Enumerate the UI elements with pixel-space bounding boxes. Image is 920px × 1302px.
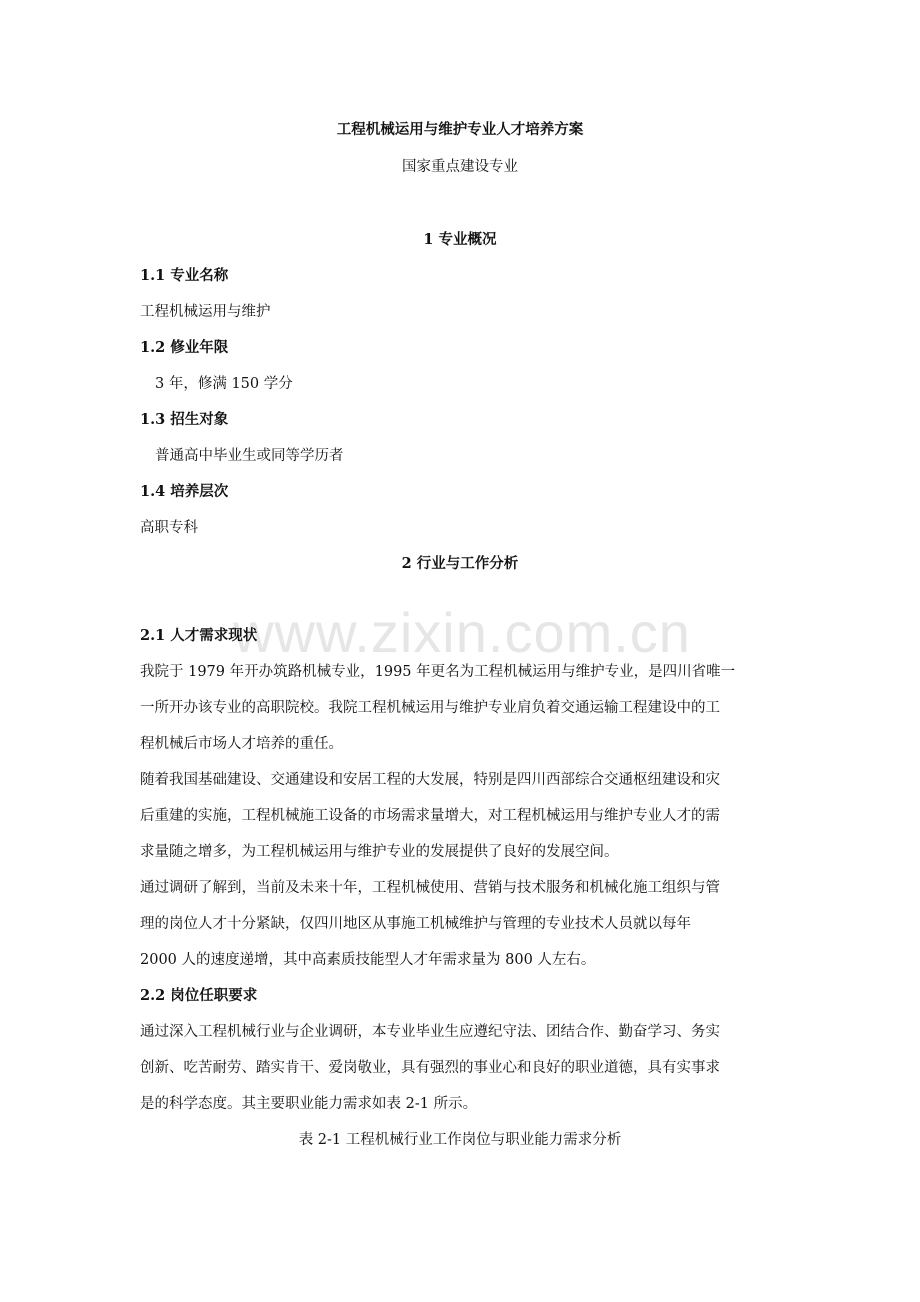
section-1-heading: 1 专业概况 bbox=[423, 231, 497, 248]
paragraph-line: 是的科学态度。其主要职业能力需求如表 2-1 所示。 bbox=[140, 1096, 478, 1112]
paragraph-line: 理的岗位人才十分紧缺，仅四川地区从事施工机械维护与管理的专业技术人员就以每年 bbox=[140, 916, 691, 932]
table-caption: 表 2-1 工程机械行业工作岗位与职业能力需求分析 bbox=[298, 1132, 622, 1148]
document-title: 工程机械运用与维护专业人才培养方案 bbox=[336, 121, 584, 138]
subsection-1-2-heading: 1.2 修业年限 bbox=[140, 339, 229, 356]
watermark: www.zixin.com.cn bbox=[233, 601, 691, 664]
subsection-1-3-heading: 1.3 招生对象 bbox=[140, 411, 229, 428]
subsection-1-4-text: 高职专科 bbox=[140, 520, 198, 536]
subsection-1-2-text: 3 年，修满 150 学分 bbox=[155, 376, 293, 392]
paragraph-line: 2000 人的速度递增，其中高素质技能型人才年需求量为 800 人左右。 bbox=[140, 952, 596, 968]
paragraph-line: 程机械后市场人才培养的重任。 bbox=[140, 736, 343, 752]
paragraph-line: 后重建的实施，工程机械施工设备的市场需求量增大，对工程机械运用与维护专业人才的需 bbox=[140, 808, 720, 824]
subsection-1-4-heading: 1.4 培养层次 bbox=[140, 483, 229, 500]
paragraph-line: 我院于 1979 年开办筑路机械专业，1995 年更名为工程机械运用与维护专业，是四川省唯一 bbox=[140, 664, 736, 680]
paragraph-line: 随着我国基础建设、交通建设和安居工程的大发展，特别是四川西部综合交通枢纽建设和灾 bbox=[140, 772, 720, 788]
paragraph-line: 一所开办该专业的高职院校。我院工程机械运用与维护专业肩负着交通运输工程建设中的工 bbox=[140, 700, 720, 716]
section-2-heading: 2 行业与工作分析 bbox=[401, 555, 519, 572]
paragraph-line: 通过深入工程机械行业与企业调研，本专业毕业生应遵纪守法、团结合作、勤奋学习、务实 bbox=[140, 1024, 720, 1040]
document-subtitle: 国家重点建设专业 bbox=[402, 159, 518, 175]
paragraph-line: 求量随之增多，为工程机械运用与维护专业的发展提供了良好的发展空间。 bbox=[140, 844, 619, 860]
paragraph-line: 创新、吃苦耐劳、踏实肯干、爱岗敬业，具有强烈的事业心和良好的职业道德，具有实事求 bbox=[140, 1060, 720, 1076]
subsection-2-2-heading: 2.2 岗位任职要求 bbox=[140, 987, 258, 1004]
subsection-1-1-text: 工程机械运用与维护 bbox=[140, 304, 271, 320]
subsection-1-3-text: 普通高中毕业生或同等学历者 bbox=[155, 448, 344, 464]
subsection-1-1-heading: 1.1 专业名称 bbox=[140, 267, 229, 284]
paragraph-line: 通过调研了解到，当前及未来十年，工程机械使用、营销与技术服务和机械化施工组织与管 bbox=[140, 880, 720, 896]
subsection-2-1-heading: 2.1 人才需求现状 bbox=[140, 627, 258, 644]
